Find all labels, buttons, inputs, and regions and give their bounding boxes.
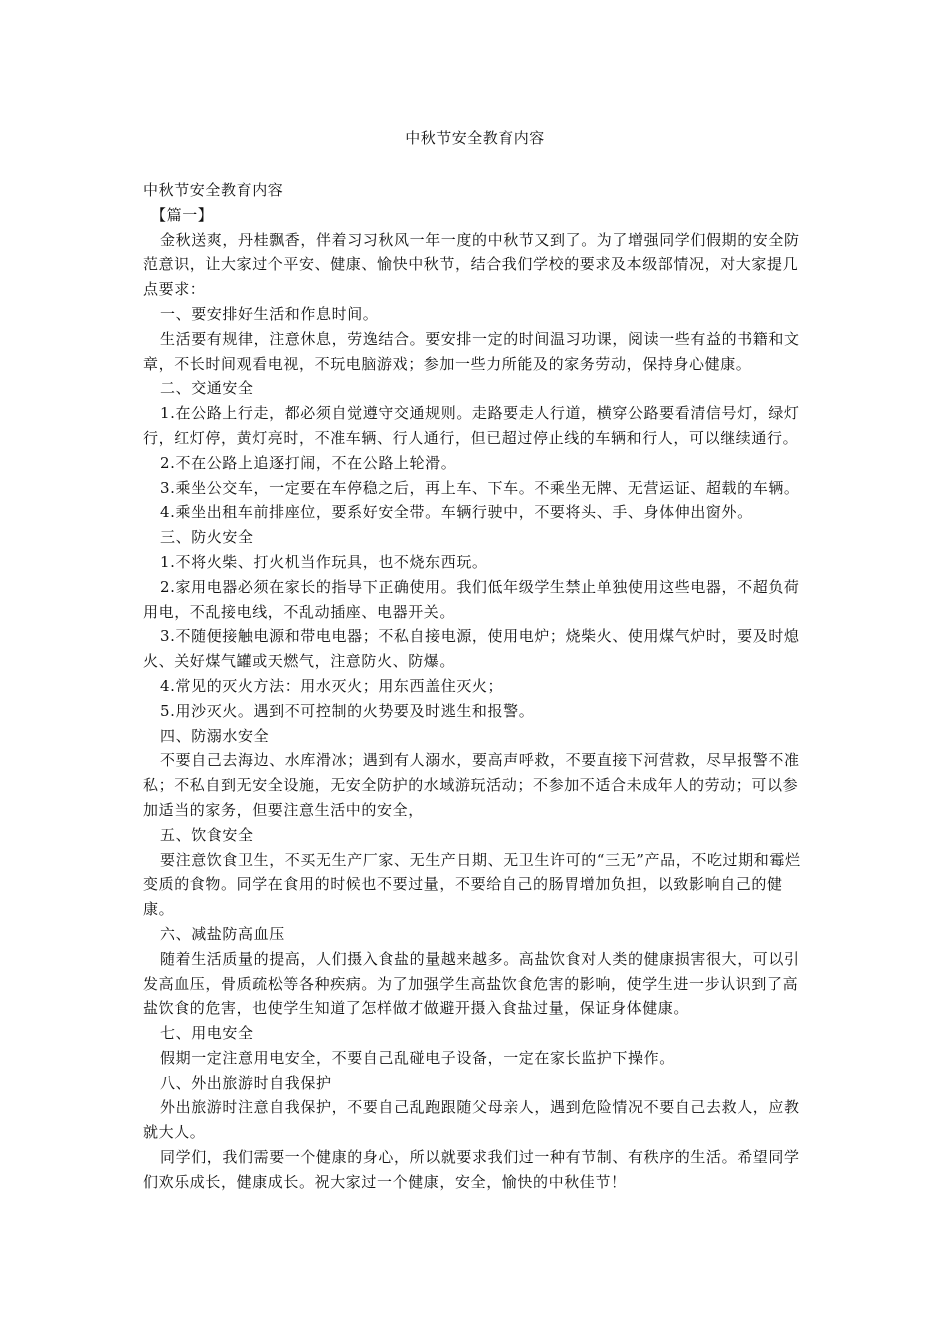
paragraph: 四、防溺水安全	[160, 726, 270, 745]
paragraph: 同学们，我们需要一个健康的身心，所以就要求我们过一种有节制、有秩序的生活。希望同学们欢乐成长，健康成长。祝大家过一个健康，安全，愉快的中秋佳节！	[143, 1148, 800, 1191]
paragraph: 2.不在公路上追逐打闹，不在公路上轮滑。	[160, 453, 457, 472]
paragraph: 中秋节安全教育内容	[143, 181, 284, 199]
paragraph: 随着生活质量的提高，人们摄入食盐的量越来越多。高盐饮食对人类的健康损害很大，可以引发高血压，骨质疏松等各种疾病。为了加强学生高盐饮食危害的影响，使学生进一步认识到了高盐饮食的危害，也使学生知道了怎样做才做避开摄入食盐过量，保证身体健康。	[143, 949, 800, 1018]
paragraph: 六、减盐防高血压	[160, 924, 285, 943]
paragraph: 金秋送爽，丹桂飘香，伴着习习秋风一年一度的中秋节又到了。为了增强同学们假期的安全防范意识，让大家过个平安、健康、愉快中秋节，结合我们学校的要求及本级部情况，对大家提几点要求：	[143, 230, 800, 299]
paragraph: 外出旅游时注意自我保护，不要自己乱跑跟随父母亲人，遇到危险情况不要自己去救人，应教就大人。	[143, 1098, 800, 1142]
paragraph: 一、要安排好生活和作息时间。	[160, 304, 379, 323]
paragraph: 1.在公路上行走，都必须自觉遵守交通规则。走路要走人行道，横穿公路要看清信号灯，绿灯行，红灯停，黄灯亮时，不准车辆、行人通行，但已超过停止线的车辆和行人，可以继续通行。	[143, 404, 800, 447]
paragraph: 三、防火安全	[160, 528, 254, 547]
paragraph: 5.用沙灭火。遇到不可控制的火势要及时逃生和报警。	[160, 701, 535, 720]
paragraph: 八、外出旅游时自我保护	[160, 1073, 332, 1092]
paragraph: 二、交通安全	[160, 379, 254, 398]
paragraph: 1.不将火柴、打火机当作玩具，也不烧东西玩。	[160, 552, 488, 571]
paragraph: 4.常见的灭火方法：用水灭火；用东西盖住灭火；	[160, 676, 504, 695]
paragraph: 【篇一】	[151, 205, 214, 224]
paragraph: 不要自己去海边、水库滑冰；遇到有人溺水，要高声呼救，不要直接下河营救，尽早报警不准私；不私自到无安全设施，无安全防护的水域游玩活动；不参加不适合未成年人的劳动；可以参加适当的家务，但要注意生活中的安全，	[143, 751, 800, 819]
paragraph: 3.不随便接触电源和带电电器；不私自接电源，使用电炉；烧柴火、使用煤气炉时，要及时熄火、关好煤气罐或天燃气，注意防火、防爆。	[143, 627, 800, 671]
paragraph: 七、用电安全	[160, 1024, 254, 1043]
paragraph: 生活要有规律，注意休息，劳逸结合。要安排一定的时间温习功课，阅读一些有益的书籍和文章，不长时间观看电视，不玩电脑游戏；参加一些力所能及的家务劳动，保持身心健康。	[143, 329, 800, 373]
paragraph: 2.家用电器必须在家长的指导下正确使用。我们低年级学生禁止单独使用这些电器，不超负荷用电，不乱接电线，不乱动插座、电器开关。	[143, 577, 800, 621]
document-title: 中秋节安全教育内容	[405, 129, 545, 147]
paragraph: 假期一定注意用电安全，不要自己乱碰电子设备，一定在家长监护下操作。	[160, 1048, 675, 1067]
paragraph: 4.乘坐出租车前排座位，要系好安全带。车辆行驶中，不要将头、手、身体伸出窗外。	[160, 503, 753, 522]
document-body	[143, 178, 813, 1195]
paragraph: 3.乘坐公交车，一定要在车停稳之后，再上车、下车。不乘坐无牌、无营运证、超载的车辆。	[160, 478, 800, 497]
paragraph: 五、饮食安全	[160, 825, 254, 844]
paragraph: 要注意饮食卫生，不买无生产厂家、无生产日期、无卫生许可的“三无”产品，不吃过期和霉烂变质的食物。同学在食用的时候也不要过量，不要给自己的肠胃增加负担，以致影响自己的健康。	[143, 850, 801, 919]
